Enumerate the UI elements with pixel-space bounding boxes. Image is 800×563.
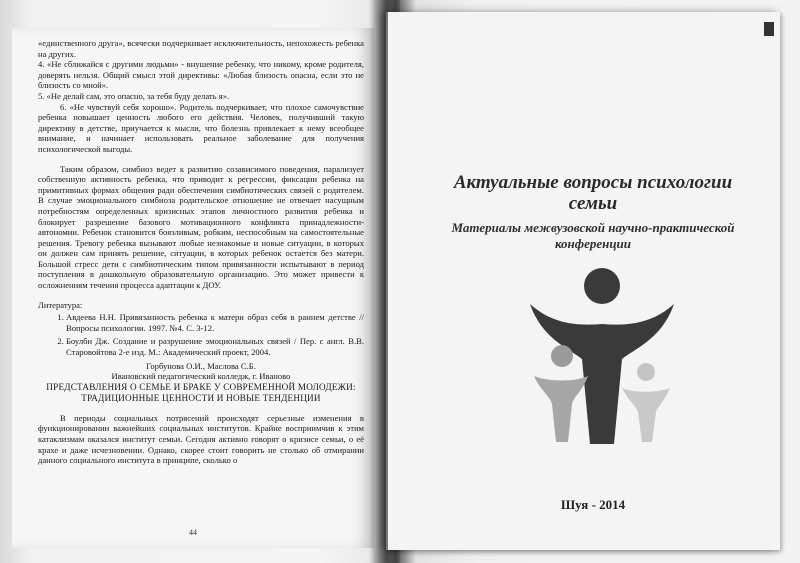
cover-title: Актуальные вопросы психологии семьи — [453, 172, 733, 214]
left-page — [12, 28, 374, 548]
text-line-1: «единственного друга», всячески подчеркивает исключительность, непохожесть ребенка на других. — [38, 38, 364, 59]
literature-item: 1. Авдеева Н.Н. Привязанность ребенка к матери образ себя в раннем детстве // Вопросы психологии. 1997. №4. С. 3-12. — [66, 312, 364, 333]
cover-subtitle: Материалы межвузовской научно-практической конференции — [451, 220, 735, 251]
cover-footer: Шуя - 2014 — [560, 497, 626, 512]
family-logo-icon — [522, 264, 682, 454]
literature-heading: Литература: — [38, 299, 83, 310]
article-title: ПРЕДСТАВЛЕНИЯ О СЕМЬЕ И БРАКЕ У СОВРЕМЕННОЙ МОЛОДЕЖИ: ТРАДИЦИОННЫЕ ЦЕННОСТИ И НОВЫЕ ТЕНДЕНЦИИ — [46, 381, 356, 403]
book-cover — [386, 12, 780, 550]
conclusion-paragraph: Таким образом, симбиоз ведет к развитию созависимого поведения, парализует собственную активность ребенка, что приводит к регрессии, фиксации ребенка на примитивных формах общения ради обеспечения симбиотических связей с родителем. В случае эмоционального симбиоза родительское отношение не отвечает насущным потребностям определенных кризисных этапов личностного развития ребенка и блокирует разрешение базового мотивационного конфликта принадлежности-автономии. Ребенок становится боязливым, робким, неспособным на самостоятельные решения. Тревогу ребенка вызывают любые незнакомые и новые ситуации, в которых он должен сам принять решение, ситуации, в которых ребенок остается без матери. Большой стресс дети с симбиотическим типом привязанности испытывают в период поступления в дошкольную образовательную организацию. Это может привести к осложнениям течения процесса адаптации к ДОУ. — [38, 163, 364, 291]
left-page-text — [38, 38, 364, 466]
logo-head-right — [637, 363, 655, 381]
logo-head-large — [584, 268, 620, 304]
text-line-3: 5. «Не делай сам, это опасно, за тебя буду делать я». — [38, 90, 230, 101]
logo-head-left — [551, 345, 573, 367]
corner-mark — [764, 22, 774, 36]
literature-list — [38, 312, 364, 357]
text-line-2: 4. «Не сближайся с другими людьми» - внушение ребенку, что никому, кроме родителя, доверять нельзя. Общий смысл этой директивы: «Любая близость опасна, если это не близость со мной». — [38, 59, 364, 91]
text-line-4: 6. «Не чувствуй себя хорошо». Родитель подчеркивает, что плохое самочувствие ребенка повышает ценность любого его действия. Человек, получивший такую директиву в детстве, приучается к мысли, что болезнь привлекает к нему всеобщее внимание, и начинает использовать реальное заболевание для получения психологической выгоды. — [38, 101, 364, 154]
article-paragraph: В периоды социальных потрясений происходят серьезные изменения в функционировании важнейших социальных институтов. Крайне восприимчив к этим катаклизмам оказался институт семьи. Сегодня активно говорят о кризисе семьи, о её крахе и даже исчезновении. Однако, скорее стоит говорить не столько об отмирании данного социального института в принципе, сколько о — [38, 412, 364, 466]
article-affiliation: Ивановский педагогический колледж, г. Иваново — [111, 371, 291, 382]
article-authors: Горбунова О.И., Маслова С.Б. — [146, 360, 256, 371]
logo-body-right — [622, 388, 670, 442]
logo-body-left — [534, 376, 588, 442]
page-number: 44 — [189, 528, 197, 537]
literature-item: 2. Боулби Дж. Создание и разрушение эмоциональных связей / Пер. с англ. В.В. Старовойтова 2-е изд. М.: Академический проект, 2004. — [66, 336, 364, 357]
